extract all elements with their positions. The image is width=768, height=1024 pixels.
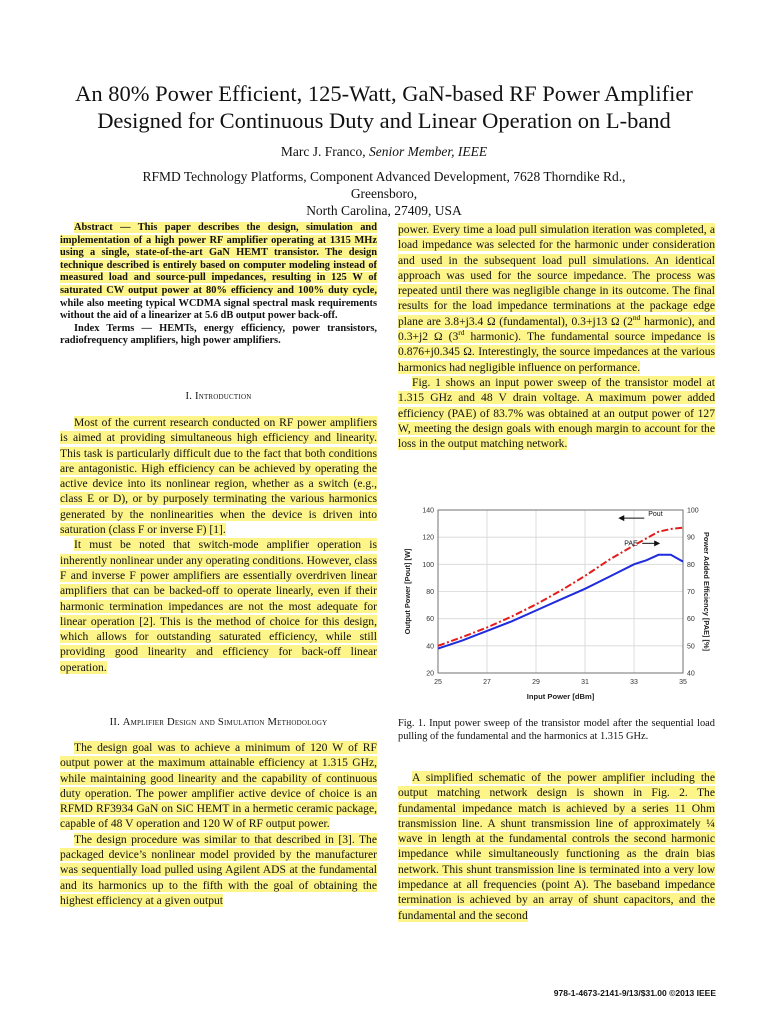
design-paragraph-1: The design goal was to achieve a minimum of 120 W of RF output power at the maximum attainable efficiency at 1.315 GHz, while maintaining good linearity and the capability of continuous duty operation. The power amplifier active device of choice is an RFMD RF3934 GaN on SiC HEMT in a hermetic ceramic package, capable of 48 V operation and 120 W of RF output power. — [60, 741, 377, 831]
introduction-body — [60, 415, 377, 675]
section-heading-design — [60, 717, 377, 728]
series-line-pae — [438, 555, 683, 649]
y-tick-label: 40 — [426, 643, 434, 651]
x-tick-label: 35 — [679, 679, 687, 686]
text-run: power. Every time a load pull simulation iteration was completed, a load impedance was selected for the harmonic under consideration and used in the subsequent load pull simulations. An identical approach was used for the source impedance. The process was repeated until there was negligible change in its outcome. The final results for the load impedance terminations at the package edge plane are 3.8+j3.4 Ω (fundamental), 0.3+j13 Ω (2 — [398, 223, 715, 328]
y2-tick-label: 50 — [687, 643, 695, 651]
chart-series — [438, 528, 683, 649]
pout-arrow-head — [618, 515, 624, 521]
x-tick-label: 25 — [434, 679, 442, 686]
y2-tick-label: 80 — [687, 561, 695, 569]
y-tick-label: 60 — [426, 616, 434, 624]
paper-title — [40, 80, 728, 134]
superscript: nd — [632, 312, 641, 322]
x-tick-label: 31 — [581, 679, 589, 686]
affiliation-line-1: RFMD Technology Platforms, Component Advanced Development, 7628 Thorndike Rd., Greensboro, — [142, 169, 626, 201]
section-title: Amplifier Design and Simulation Methodology — [122, 717, 328, 728]
x-tick-label: 33 — [630, 679, 638, 686]
abstract-block — [60, 222, 377, 348]
section-number: II. — [109, 717, 123, 728]
y-tick-label: 100 — [422, 561, 434, 569]
y-tick-label: 20 — [426, 670, 434, 678]
right-paragraph-2: Fig. 1 shows an input power sweep of the transistor model at 1.315 GHz and 48 V drain voltage. A maximum power added efficiency (PAE) of 83.7% was obtained at an output power of 127 W, meeting the design goals with enough margin to account for the loss in the output matching network. — [398, 375, 715, 451]
section-heading-introduction — [60, 391, 377, 402]
section-number: I. — [185, 391, 195, 402]
author-line — [40, 143, 728, 160]
section-title: Introduction — [194, 391, 252, 402]
y2-tick-label: 90 — [687, 534, 695, 542]
index-terms: Index Terms — HEMTs, energy efficiency, power transistors, radiofrequency amplifiers, high power amplifiers. — [60, 322, 377, 347]
x-tick-label: 27 — [483, 679, 491, 686]
author-name: Marc J. Franco, — [280, 144, 369, 159]
y2-axis-label: Power Added Efficiency [PAE] [%] — [702, 531, 711, 652]
y2-tick-label: 100 — [687, 507, 699, 515]
text-run: harmonic), and 0.3+j2 Ω (3 — [398, 314, 716, 344]
figure-1-caption: Fig. 1. Input power sweep of the transistor model after the sequential load pulling of the fundamental and the harmonics at 1.315 GHz. — [398, 718, 715, 742]
chart-grid — [438, 510, 683, 673]
copyright-footer: 978-1-4673-2141-9/13/$31.00 ©2013 IEEE — [553, 988, 716, 998]
series-line-pout — [438, 528, 683, 646]
right-paragraph-3: A simplified schematic of the power amplifier including the output matching network design is shown in Fig. 2. The fundamental impedance match is achieved by a series 11 Ohm transmission line. A shunt transmission line of approximately ¼ wave in length at the fundamental controls the second harmonic impedance while simultaneously functioning as the drain bias network. This shunt transmission line is terminated into a very low impedance at all frequencies (point A). The baseband impedance termination is achieved by an array of shunt capacitors, and the fundamental and the second — [398, 771, 715, 922]
superscript: rd — [458, 328, 465, 338]
right-column-bottom — [398, 770, 715, 923]
design-body — [60, 740, 377, 908]
abstract-text-tail: while also meeting typical WCDMA signal spectral mask requirements without the aid of a linearizer at 5.6 dB output power back-off. — [60, 297, 377, 322]
x-axis-label: Input Power [dBm] — [526, 692, 595, 701]
intro-paragraph-1: Most of the current research conducted on RF power amplifiers is aimed at providing simultaneous high efficiency and linearity. This task is particularly difficult due to the fact that both conditions are antagonistic. High efficiency can be achieved by operating the active device into its nonlinear region, whether as a switch (e.g., class E or D), or by purposely terminating the various harmonics generated by the nonlinearities when the device is driven into saturation (class F or inverse F) [1]. — [60, 416, 377, 537]
title-line-1: An 80% Power Efficient, 125-Watt, GaN-based RF Power Amplifier — [75, 81, 693, 106]
design-paragraph-2: The design procedure was similar to that described in [3]. The packaged device’s nonlinear model provided by the manufacturer was sequentially load pulled using Agilent ADS at the fundamental and its harmonics up to the fifth with the goal of obtaining the highest efficiency at a given output — [60, 832, 377, 907]
y-axis-label: Output Power [Pout] [W] — [403, 548, 412, 635]
affiliation — [110, 168, 658, 219]
title-line-2: Designed for Continuous Duty and Linear Operation on L-band — [97, 108, 671, 133]
chart-labels — [403, 508, 711, 702]
author-role: Senior Member, IEEE — [369, 144, 488, 159]
abstract-text: Abstract — This paper describes the design, simulation and implementation of a high power RF amplifier operating at 1315 MHz using a single, state-of-the-art GaN HEMT transistor. The design technique described is entirely based on computer modeling instead of measured load and source-pull impedances, resulting in 125 W of saturated CW output power at 80% efficiency and 100% duty cycle, — [60, 222, 377, 296]
y-tick-label: 80 — [426, 589, 434, 596]
affiliation-line-2: North Carolina, 27409, USA — [306, 203, 462, 218]
intro-paragraph-2: It must be noted that switch-mode amplifier operation is inherently nonlinear under any operating conditions. However, class F and inverse F power amplifiers are essentially overdriven linear amplifiers that can be backed-off to operate linearly, even if their harmonic termination impedances are not the most adequate for linear operation [2]. This is the method of choice for this design, which allows for outstanding saturated efficiency, while still providing good linearity and efficiency for back-off linear operation. — [60, 538, 377, 674]
right-column-top — [398, 222, 715, 451]
right-paragraph-1 — [398, 223, 715, 374]
y-tick-label: 140 — [422, 507, 434, 515]
figure-1-chart — [398, 498, 716, 708]
x-tick-label: 29 — [532, 679, 540, 686]
pae-arrow-head — [654, 540, 660, 546]
y-tick-label: 120 — [422, 534, 434, 542]
text-run: harmonic). The fundamental source impedance is 0.876+j0.345 Ω. Interestingly, the source impedances at the various harmonics had negligible influence on performance. — [398, 330, 715, 374]
y2-tick-label: 40 — [687, 670, 695, 678]
y2-tick-label: 70 — [687, 589, 695, 596]
pout-annotation: Pout — [648, 511, 663, 519]
y2-tick-label: 60 — [687, 616, 695, 624]
pae-annotation: PAE — [624, 540, 638, 548]
